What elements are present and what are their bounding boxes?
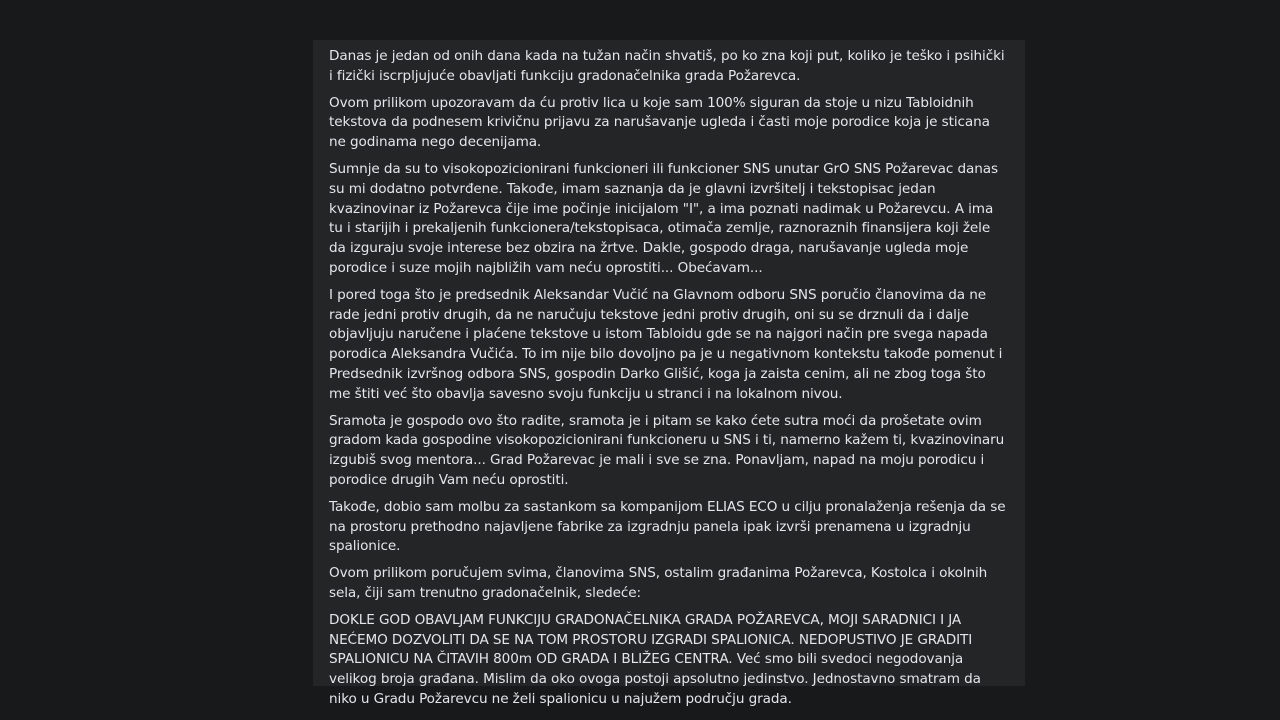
post-paragraph: Sramota je gospodo ovo što radite, sramota je i pitam se kako ćete sutra moći da prošetate ovim gradom kada gospodine visokopozicionirani funkcioneru u SNS i ti, namerno kažem ti, kvazinovinaru izgubiš svog mentora... Grad Požarevac je mali i sve se zna. Ponavljam, napad na moju porodicu i porodice drugih Vam neću oprostiti. xyxy=(329,412,1005,488)
post-paragraph: Takođe, dobio sam molbu za sastankom sa kompanijom ELIAS ECO u cilju pronalaženja rešenja da se na prostoru prethodno najavljene fabrike za izgradnju panela ipak izvrši prenamena u izgradnju spalionice. xyxy=(329,498,1006,555)
post-paragraph: DOKLE GOD OBAVLJAM FUNKCIJU GRADONAČELNIKA GRADA POŽAREVCA, MOJI SARADNICI I JA NEĆEMO DOZVOLITI DA SE NA TOM PROSTORU IZGRADI SPALIONICA. NEDOPUSTIVO JE GRADITI SPALIONICU NA ČITAVIH 800m OD GRADA I BLIŽEG CENTRA. Već smo bili svedoci negodovanja velikog broja građana. Mislim da oko ovoga postoji apsolutno jedinstvo. Jednostavno smatram da niko u Gradu Požarevcu ne želi spalionicu u najužem području grada. xyxy=(329,611,981,707)
post-paragraph: Ovom prilikom upozoravam da ću protiv lica u koje sam 100% siguran da stoje u nizu Tabloidnih tekstova da podnesem krivičnu prijavu za narušavanje ugleda i časti moje porodice koja je sticana ne godinama nego decenijama. xyxy=(329,94,990,151)
post-text-card xyxy=(313,40,1025,707)
post-paragraph: Danas je jedan od onih dana kada na tužan način shvatiš, po ko zna koji put, koliko je teško i psihički i fizički iscrpljujuće obavljati funkciju gradonačelnika grada Požarevca. xyxy=(329,48,1005,84)
post-paragraph: I pored toga što je predsednik Aleksandar Vučić na Glavnom odboru SNS poručio članovima da ne rade jedni protiv drugih, da ne naručuju tekstove jedni protiv drugih, oni su se drznuli da i dalje objavljuju naručene i plaćene tekstove u istom Tabloidu gde se na najgori način pre svega napada porodica Aleksandra Vučića. To im nije bilo dovoljno pa je u negativnom kontekstu takođe pomenut i Predsednik izvršnog odbora SNS, gospodin Darko Glišić, koga ja zaista cenim, ali ne zbog toga što me štiti već što obavlja savesno svoju funkciju u stranci i na lokalnom nivou. xyxy=(329,286,1003,402)
post-paragraph: Sumnje da su to visokopozicionirani funkcioneri ili funkcioner SNS unutar GrO SNS Požarevac danas su mi dodatno potvrđene. Takođe, imam saznanja da je glavni izvršitelj i tekstopisac jedan kvazinovinar iz Požarevca čije ime počinje inicijalom "I", a ima poznati nadimak u Požarevcu. A ima tu i starijih i prekaljenih funkcionera/tekstopisaca, otimača zemlje, raznoraznih finansijera koji žele da izguraju svoje interese bez obzira na žrtve. Dakle, gospodo draga, narušavanje ugleda moje porodice i suze mojih najbližih vam neću oprostiti... Obećavam... xyxy=(329,160,998,276)
post-paragraph: Ovom prilikom poručujem svima, članovima SNS, ostalim građanima Požarevca, Kostolca i okolnih sela, čiji sam trenutno gradonačelnik, sledeće: xyxy=(329,565,988,601)
